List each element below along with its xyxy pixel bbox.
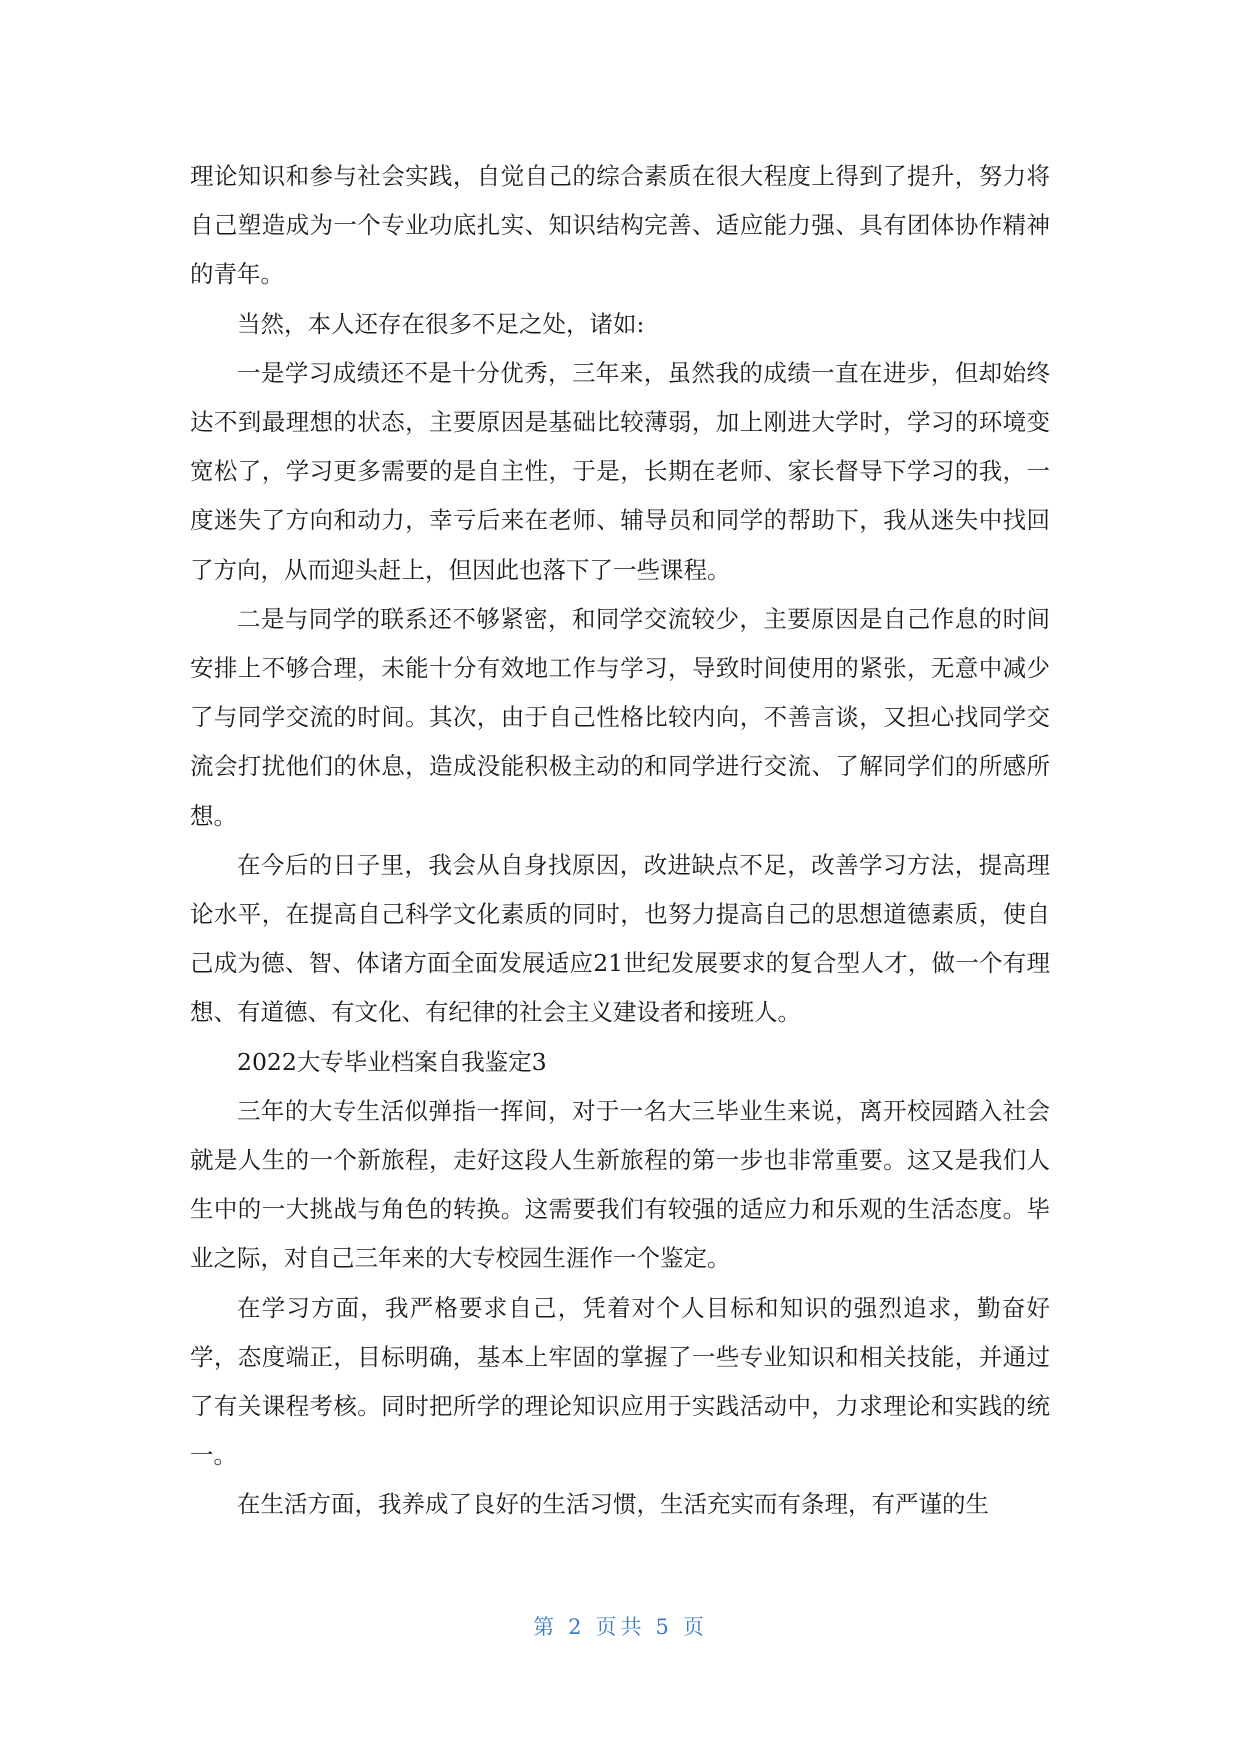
page-footer [0,1611,1241,1641]
paragraph: 二是与同学的联系还不够紧密，和同学交流较少，主要原因是自己作息的时间安排上不够合理，未能十分有效地工作与学习，导致时间使用的紧张，无意中减少了与同学交流的时间。其次，由于自己性格比较内向，不善言谈，又担心找同学交流会打扰他们的休息，造成没能积极主动的和同学进行交流、了解同学们的所感所想。 [190,604,1050,830]
paragraph: 当然，本人还存在很多不足之处，诸如: [237,309,645,338]
document-body [190,152,1050,1530]
footer-middle: 页共 [595,1615,646,1639]
paragraph: 在生活方面，我养成了良好的生活习惯，生活充实而有条理，有严谨的生 [237,1490,989,1519]
current-page-number: 2 [568,1615,586,1639]
total-page-number: 5 [655,1615,673,1639]
paragraph: 一是学习成绩还不是十分优秀，三年来，虽然我的成绩一直在进步，但却始终达不到最理想的状态，主要原因是基础比较薄弱，加上刚进大学时，学习的环境变宽松了，学习更多需要的是自主性，于是，长期在老师、家长督导下学习的我，一度迷失了方向和动力，幸亏后来在老师、辅导员和同学的帮助下，我从迷失中找回了方向，从而迎头赶上，但因此也落下了一些课程。 [190,358,1050,584]
paragraph: 三年的大专生活似弹指一挥间，对于一名大三毕业生来说，离开校园踏入社会就是人生的一个新旅程，走好这段人生新旅程的第一步也非常重要。这又是我们人生中的一大挑战与角色的转换。这需要我们有较强的适应力和乐观的生活态度。毕业之际，对自己三年来的大专校园生涯作一个鉴定。 [190,1096,1050,1273]
section-heading: 2022大专毕业档案自我鉴定3 [237,1047,547,1076]
paragraph: 在今后的日子里，我会从自身找原因，改进缺点不足，改善学习方法，提高理论水平，在提高自己科学文化素质的同时，也努力提高自己的思想道德素质，使自己成为德、智、体诸方面全面发展适应21世纪发展要求的复合型人才，做一个有理想、有道德、有文化、有纪律的社会主义建设者和接班人。 [190,850,1050,1027]
paragraph: 理论知识和参与社会实践，自觉自己的综合素质在很大程度上得到了提升，努力将自己塑造成为一个专业功底扎实、知识结构完善、适应能力强、具有团体协作精神的青年。 [190,162,1050,289]
footer-suffix: 页 [682,1615,708,1639]
paragraph: 在学习方面，我严格要求自己，凭着对个人目标和知识的强烈追求，勤奋好学，态度端正，目标明确，基本上牢固的掌握了一些专业知识和相关技能，并通过了有关课程考核。同时把所学的理论知识应用于实践活动中，力求理论和实践的统一。 [190,1293,1050,1470]
footer-prefix: 第 [533,1615,559,1639]
